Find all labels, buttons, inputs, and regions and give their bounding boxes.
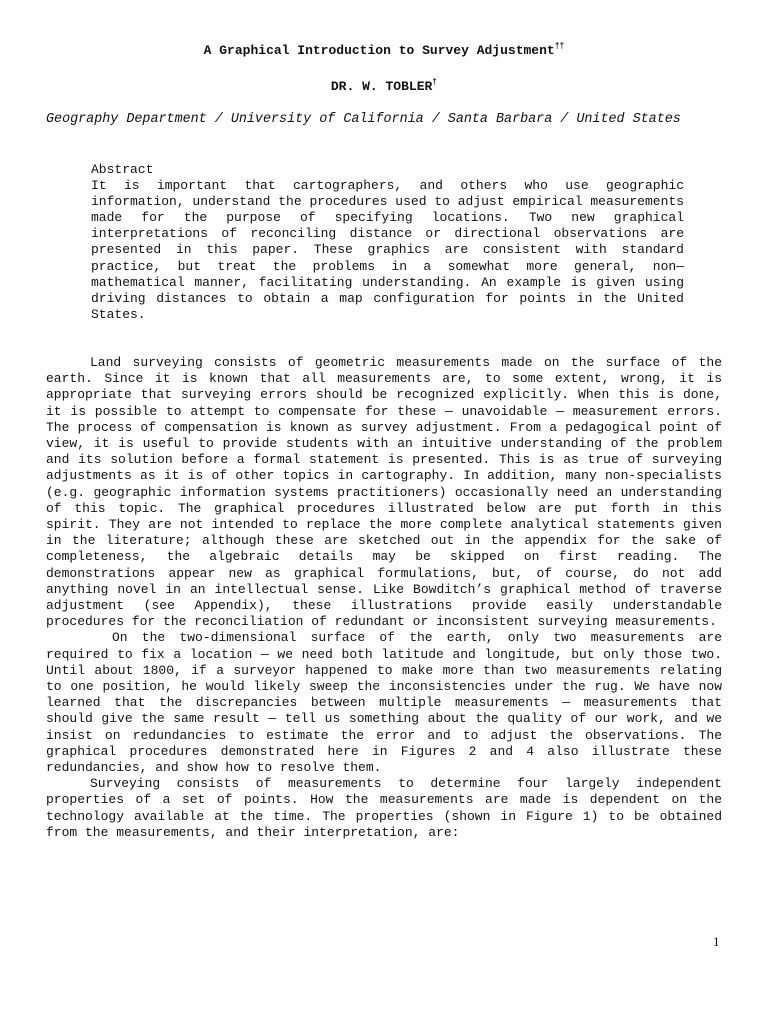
abstract-block <box>91 162 684 323</box>
document-title <box>0 43 768 59</box>
author-text: DR. W. TOBLER <box>330 79 433 94</box>
author-footnote-mark: † <box>432 78 438 87</box>
page-number: 1 <box>713 934 720 949</box>
body-paragraph: Surveying consists of measurements to determine four largely independent properties of a set of points. How the measurements are made is dependent on the technology available at the time. The properties (shown in Figure 1) to be obtained from the measurements, and their interpretation, are: <box>46 776 722 840</box>
abstract-heading: Abstract <box>91 162 154 177</box>
title-text: A Graphical Introduction to Survey Adjustment <box>203 43 555 58</box>
title-footnote-mark: †† <box>554 42 565 51</box>
body-text <box>46 355 722 841</box>
body-paragraph: Land surveying consists of geometric measurements made on the surface of the earth. Since it is known that all measurements are, to some extent, wrong, it is appropriate that surveying errors should be recognized explicitly. When this is done, it is possible to attempt to compensate for these — unavoidable — measurement errors. The process of compensation is known as survey adjustment. From a pedagogical point of view, it is useful to provide students with an intuitive understanding of the problem and its solution before a formal statement is presented. This is as true of surveying adjustments as it is of other topics in cartography. In addition, many non-specialists (e.g. geographic information systems practitioners) occasionally need an understanding of this topic. The graphical procedures illustrated below are put forth in this spirit. They are not intended to replace the more complete analytical statements given in the literature; although these are sketched out in the appendix for the sake of completeness, the algebraic details may be skipped on first reading. The demonstrations appear new as graphical formulations, but, of course, do not add anything novel in an intellectual sense. Like Bowditch’s graphical method of traverse adjustment (see Appendix), these illustrations provide easily understandable procedures for the reconciliation of redundant or inconsistent surveying measurements. <box>46 355 722 630</box>
affiliation: Geography Department / University of California / Santa Barbara / United States <box>46 112 681 127</box>
abstract-text: It is important that cartographers, and others who use geographic information, understand the procedures used to adjust empirical measurements made for the purpose of specifying locations. Two new graphical interpretations of reconciling distance or directional observations are presented in this paper. These graphics are consistent with standard practice, but treat the problems in a somewhat more general, non—mathematical manner, facilitating understanding. An example is given using driving distances to obtain a map configuration for points in the United States. <box>91 178 684 322</box>
author-name <box>0 79 768 95</box>
body-paragraph: On the two-dimensional surface of the earth, only two measurements are required to fix a location — we need both latitude and longitude, but only those two. Until about 1800, if a surveyor happened to make more than two measurements relating to one position, he would likely sweep the inconsistencies under the rug. We have now learned that the discrepancies between multiple measurements — measurements that should give the same result — tell us something about the quality of our work, and we insist on redundancies to estimate the error and to adjust the observations. The graphical procedures demonstrated here in Figures 2 and 4 also illustrate these redundancies, and show how to resolve them. <box>46 630 722 776</box>
